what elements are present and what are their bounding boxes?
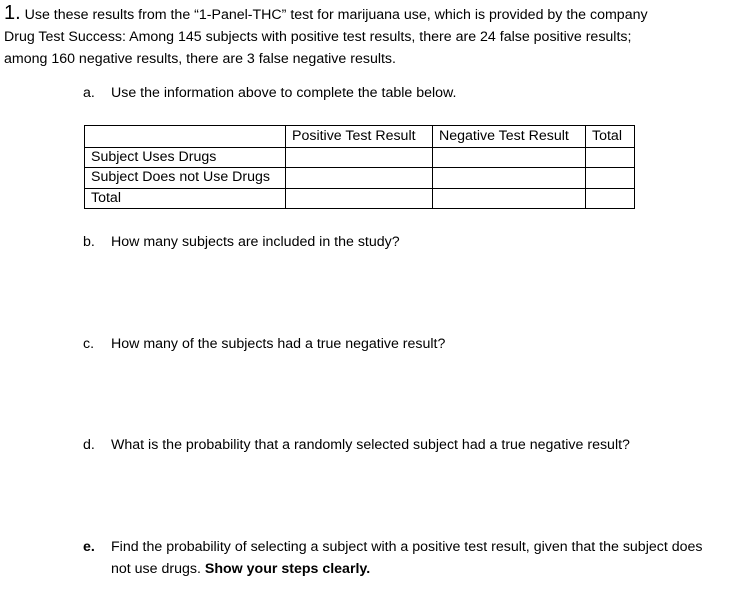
- part-e-text-block: [111, 536, 723, 580]
- table-row-label: Subject Does not Use Drugs: [85, 168, 286, 189]
- table-row-label: Subject Uses Drugs: [85, 147, 286, 168]
- part-e-bold-text: Show your steps clearly.: [204, 561, 371, 577]
- table-header-row: [85, 126, 635, 148]
- table-row: [85, 188, 635, 209]
- table-cell[interactable]: [586, 147, 635, 168]
- part-b: [83, 231, 723, 253]
- table-cell[interactable]: [433, 147, 586, 168]
- part-b-letter: b.: [83, 234, 95, 250]
- part-d: [83, 434, 723, 456]
- part-c-text: How many of the subjects had a true negative result?: [111, 336, 446, 352]
- intro-line-3: among 160 negative results, there are 3 false negative results.: [4, 51, 396, 67]
- table-cell[interactable]: [586, 168, 635, 189]
- table-header-cell: Positive Test Result: [286, 126, 433, 148]
- table-cell[interactable]: [433, 168, 586, 189]
- part-c-letter: c.: [83, 336, 95, 352]
- part-b-text: How many subjects are included in the study?: [111, 234, 400, 250]
- table-cell[interactable]: [286, 147, 433, 168]
- contingency-table: [84, 125, 635, 209]
- intro-line-2: Drug Test Success: Among 145 subjects with positive test results, there are 24 false positive results;: [4, 29, 632, 45]
- question-number: 1.: [4, 2, 21, 24]
- part-c: [83, 333, 723, 355]
- table-cell[interactable]: [286, 168, 433, 189]
- intro-line-1: Use these results from the “1-Panel-THC” test for marijuana use, which is provided by the company: [20, 7, 648, 23]
- table-row: [85, 168, 635, 189]
- part-a-text: Use the information above to complete the table below.: [111, 85, 457, 101]
- part-e-letter: e.: [83, 539, 95, 555]
- table-header-cell: Negative Test Result: [433, 126, 586, 148]
- table-header-cell: [85, 126, 286, 148]
- question-intro: [4, 2, 729, 70]
- part-e-text: Find the probability of selecting a subject with a positive test result, given that the subject does not use drugs.: [111, 539, 703, 577]
- part-a-letter: a.: [83, 85, 95, 101]
- table-cell[interactable]: [586, 188, 635, 209]
- part-d-letter: d.: [83, 437, 95, 453]
- table-cell[interactable]: [286, 188, 433, 209]
- table-row-label: Total: [85, 188, 286, 209]
- table-header-cell: Total: [586, 126, 635, 148]
- part-a: [83, 82, 723, 104]
- table-row: [85, 147, 635, 168]
- part-e: [83, 536, 723, 580]
- table-cell[interactable]: [433, 188, 586, 209]
- part-d-text: What is the probability that a randomly selected subject had a true negative result?: [111, 437, 630, 453]
